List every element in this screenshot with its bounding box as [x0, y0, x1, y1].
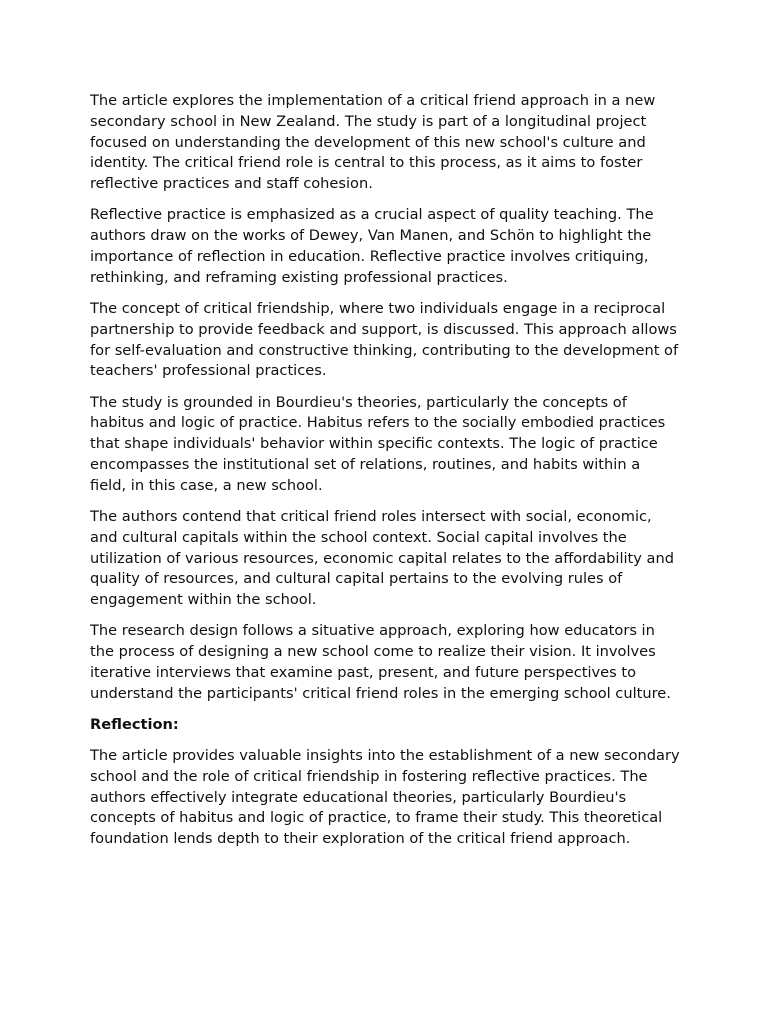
paragraph-reflective-practice: Reflective practice is emphasized as a crucial aspect of quality teaching. The authors draw on the works of Dewey, Van Manen, and Schön to highlight the importance of reflection in education. Reflective practice involves critiquing, rethinking, and reframing existing professional practices.	[90, 206, 654, 286]
paragraph-bourdieu-theory: The study is grounded in Bourdieu's theories, particularly the concepts of habitus and logic of practice. Habitus refers to the socially embodied practices that shape individuals' behavior within specific contexts. The logic of practice encompasses the institutional set of relations, routines, and habits within a field, in this case, a new school.	[90, 393, 666, 494]
paragraph-capitals: The authors contend that critical friend roles intersect with social, economic, and cultural capitals within the school context. Social capital involves the utilization of various resources, economic capital relates to the affordability and quality of resources, and cultural capital pertains to the evolving rules of engagement within the school.	[90, 507, 675, 609]
document-body	[90, 91, 680, 860]
paragraph-intro: The article explores the implementation of a critical friend approach in a new secondary school in New Zealand. The study is part of a longitudinal project focused on understanding the development of this new school's culture and identity. The critical friend role is central to this process, as it aims to foster reflective practices and staff cohesion.	[90, 92, 656, 193]
paragraph-reflection: The article provides valuable insights into the establishment of a new secondary school and the role of critical friendship in fostering reflective practices. The authors effectively integrate educational theories, particularly Bourdieu's concepts of habitus and logic of practice, to frame their study. This theoretical foundation lends depth to their exploration of the critical friend approach.	[90, 747, 680, 848]
reflection-heading: Reflection:	[90, 715, 179, 733]
paragraph-critical-friendship: The concept of critical friendship, where two individuals engage in a reciprocal partnership to provide feedback and support, is discussed. This approach allows for self-evaluation and constructive thinking, contributing to the development of teachers' professional practices.	[90, 299, 679, 380]
paragraph-research-design: The research design follows a situative approach, exploring how educators in the process of designing a new school come to realize their vision. It involves iterative interviews that examine past, present, and future perspectives to understand the participants' critical friend roles in the emerging school culture.	[90, 622, 671, 702]
